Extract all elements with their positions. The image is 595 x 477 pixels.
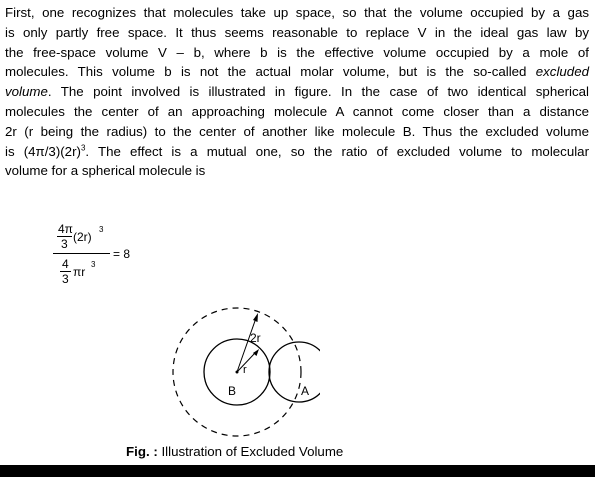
paragraph-line [5,62,589,82]
eq-den-factor: πr [73,265,86,279]
eq-den-top: 4 [62,257,69,271]
paragraph-line [5,142,589,162]
molecule-a-circle [269,342,320,402]
paragraph-line [5,82,589,102]
paragraph-text: molecules. This volume b is not the actual molar volume, but is the so-called [5,64,527,80]
excluded-volume-figure [160,303,320,443]
caption-text: Illustration of Excluded Volume [157,444,344,459]
eq-num-exp: 3 [99,225,104,234]
body-paragraph [5,3,589,181]
eq-num-bottom: 3 [61,237,68,251]
eq-result: = 8 [113,247,131,261]
paragraph-text: is (4π/3)(2r) [5,143,81,159]
eq-main-bar [53,253,110,254]
figure-drawing [160,303,320,443]
eq-den-bottom: 3 [62,272,69,286]
excluded-term: excluded [535,64,589,80]
eq-num-top: 4π [58,222,73,236]
paragraph-line: 2r (r being the radius) to the center of another like molecule B. Thus the excluded volume [5,123,589,139]
paragraph-line: is only partly free space. It thus seems reasonable to replace V in the ideal gas law by [5,24,589,40]
paragraph-text: . The point involved is illustrated in figure. In the case of two identical spherical [47,84,589,100]
cube-exponent: 3 [80,143,86,153]
label-2r: 2r [250,331,261,345]
paragraph-line: molecules the center of an approaching molecule A cannot come closer than a distance [5,103,589,119]
label-r: r [243,364,247,376]
paragraph-text: . The effect is a mutual one, so the ratio of excluded volume to molecular [85,143,589,159]
radius-r-arrowhead [253,349,259,356]
label-b: B [228,384,237,398]
figure-caption [126,444,343,460]
eq-num-factor: (2r) [73,230,92,244]
eq-den-exp: 3 [91,260,96,269]
caption-prefix: Fig. : [126,444,158,459]
paragraph-line: First, one recognizes that molecules take up space, so that the volume occupied by a gas [5,5,589,20]
paragraph-line: volume for a spherical molecule is [5,163,206,179]
ratio-equation [52,223,172,293]
radius-2r-arrowhead [253,313,258,322]
label-a: A [301,384,310,398]
volume-term: volume [5,84,48,100]
paragraph-line: the free-space volume V – b, where b is the effective volume occupied by a mole of [5,44,589,60]
